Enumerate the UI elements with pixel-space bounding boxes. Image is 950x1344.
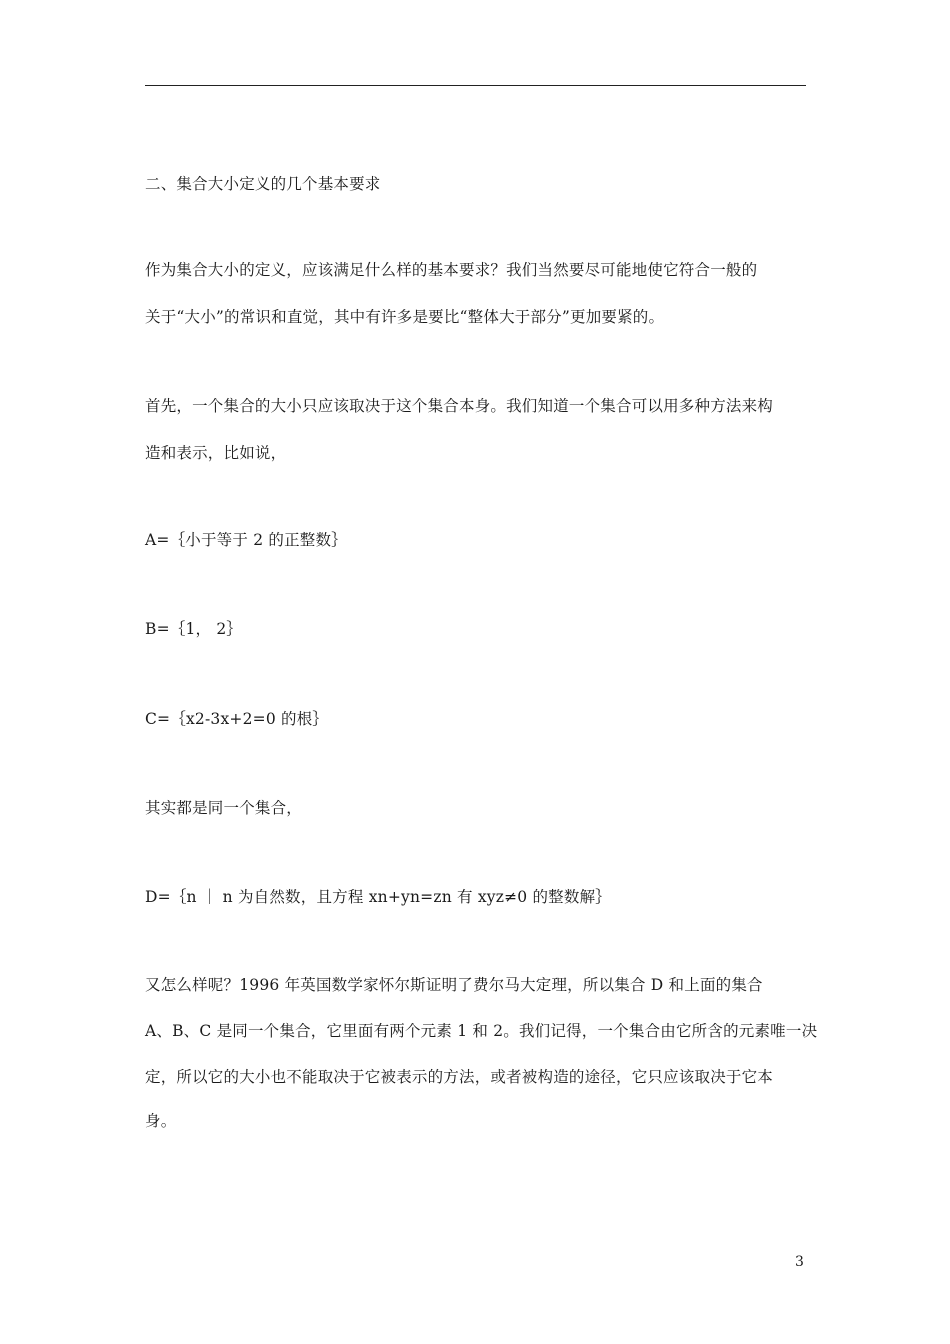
paragraph-3-line-2: A、B、C 是同一个集合，它里面有两个元素 1 和 2。我们记得，一个集合由它所含的元素唯一决 <box>145 1022 818 1040</box>
set-d-definition: D=｛n ｜ n 为自然数，且方程 xn+yn=zn 有 xyz≠0 的整数解｝ <box>145 888 611 906</box>
set-a-definition: A=｛小于等于 2 的正整数｝ <box>145 531 347 549</box>
paragraph-2-line-2: 造和表示，比如说， <box>145 444 287 462</box>
set-b-definition: B=｛1， 2｝ <box>145 620 243 638</box>
paragraph-3-line-1: 又怎么样呢？1996 年英国数学家怀尔斯证明了费尔马大定理，所以集合 D 和上面的集合 <box>145 976 763 994</box>
paragraph-3-line-4: 身。 <box>145 1112 177 1130</box>
same-set-note: 其实都是同一个集合， <box>145 799 303 817</box>
paragraph-2-line-1: 首先，一个集合的大小只应该取决于这个集合本身。我们知道一个集合可以用多种方法来构 <box>145 397 774 415</box>
section-heading: 二、集合大小定义的几个基本要求 <box>145 175 381 193</box>
paragraph-1-line-2: 关于“大小”的常识和直觉，其中有许多是要比“整体大于部分”更加要紧的。 <box>145 308 665 326</box>
header-rule <box>145 85 806 86</box>
page-number: 3 <box>795 1254 804 1270</box>
paragraph-1-line-1: 作为集合大小的定义，应该满足什么样的基本要求？我们当然要尽可能地使它符合一般的 <box>145 261 758 279</box>
set-c-definition: C=｛x2-3x+2=0 的根｝ <box>145 710 329 728</box>
paragraph-3-line-3: 定，所以它的大小也不能取决于它被表示的方法，或者被构造的途径，它只应该取决于它本 <box>145 1068 774 1086</box>
